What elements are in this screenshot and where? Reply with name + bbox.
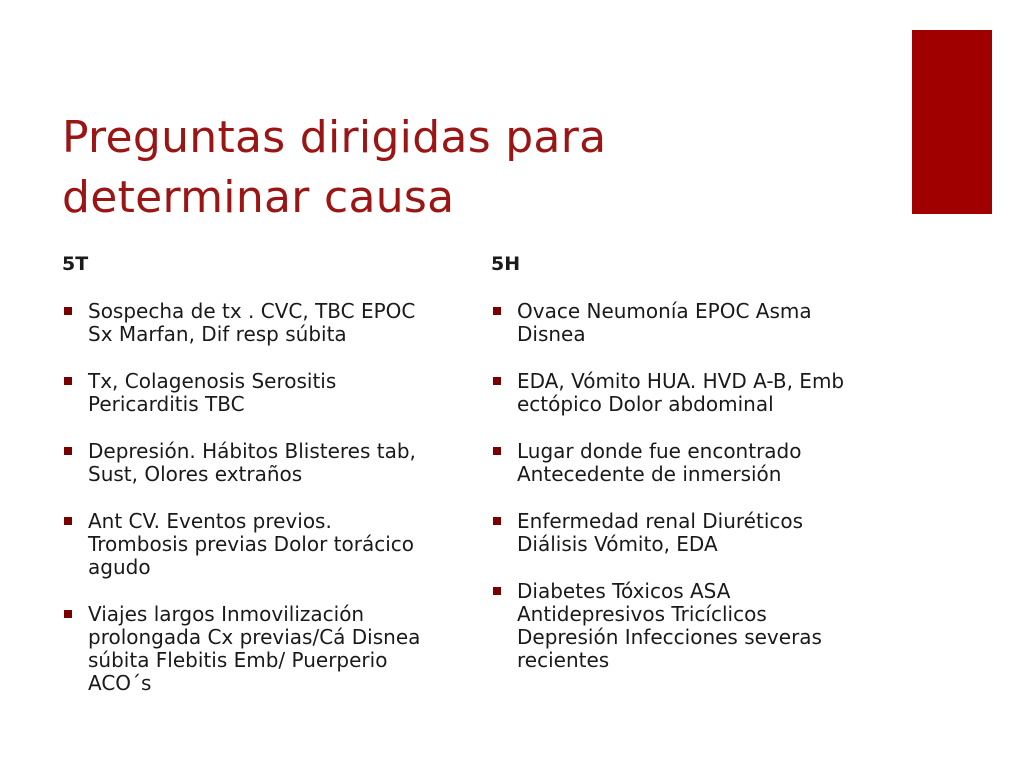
slide-title-line-1: Preguntas dirigidas para [62, 112, 607, 163]
list-item [491, 300, 851, 346]
square-bullet-icon [493, 377, 501, 385]
bullet-text: Viajes largos Inmovilización prolongada Cx previas/Cá Disnea súbita Flebitis Emb/ Puerperio ACO´s [88, 602, 421, 695]
bullet-text: Depresión. Hábitos Blisteres tab, Sust, Olores extraños [88, 439, 416, 486]
bullet-text: Enfermedad renal Diuréticos Diálisis Vómito, EDA [517, 509, 804, 556]
square-bullet-icon [64, 307, 72, 315]
right-column-heading: 5H [491, 253, 521, 275]
left-bullet-list [62, 300, 422, 695]
bullet-text: Sospecha de tx . CVC, TBC EPOC Sx Marfan, Dif resp súbita [88, 299, 416, 346]
list-item [62, 300, 422, 346]
list-item [62, 603, 422, 695]
left-column [62, 252, 422, 719]
bullet-text: Ovace Neumonía EPOC Asma Disnea [517, 299, 812, 346]
bullet-text: Lugar donde fue encontrado Antecedente de inmersión [517, 439, 802, 486]
square-bullet-icon [64, 610, 72, 618]
list-item [491, 440, 851, 486]
square-bullet-icon [64, 377, 72, 385]
list-item [62, 440, 422, 486]
list-item [491, 370, 851, 416]
list-item [62, 510, 422, 579]
square-bullet-icon [493, 447, 501, 455]
square-bullet-icon [493, 307, 501, 315]
bullet-text: Diabetes Tóxicos ASA Antidepresivos Tricíclicos Depresión Infecciones severas recientes [517, 579, 822, 672]
list-item [491, 510, 851, 556]
square-bullet-icon [493, 587, 501, 595]
square-bullet-icon [493, 517, 501, 525]
left-column-heading: 5T [62, 253, 89, 275]
list-item [62, 370, 422, 416]
bullet-text: EDA, Vómito HUA. HVD A-B, Emb ectópico Dolor abdominal [517, 369, 845, 416]
slide-title-line-2: determinar causa [62, 172, 455, 223]
bullet-text: Tx, Colagenosis Serositis Pericarditis TBC [88, 369, 337, 416]
bullet-text: Ant CV. Eventos previos. Trombosis previas Dolor torácico agudo [88, 509, 415, 579]
right-bullet-list [491, 300, 851, 672]
list-item [491, 580, 851, 672]
right-column [491, 252, 851, 696]
square-bullet-icon [64, 517, 72, 525]
accent-block [912, 30, 992, 214]
square-bullet-icon [64, 447, 72, 455]
slide-title [62, 108, 882, 228]
